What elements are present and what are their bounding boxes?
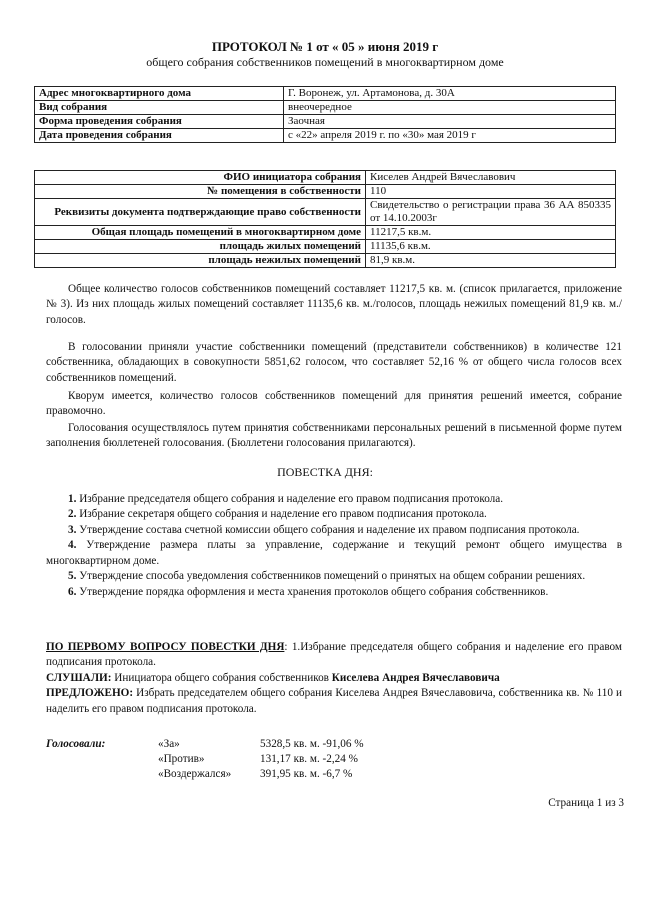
initiator-table — [34, 170, 616, 268]
paragraph-voting-method: Голосования осуществлялось путем принятия собственниками персональных решений в письменной форме путем заполнения бюллетеней голосования. (Бюллетени голосования прилагаются). — [46, 422, 622, 450]
agenda-item-number: 6. — [68, 585, 77, 598]
initiator-value: 81,9 кв.м. — [366, 254, 616, 268]
vote-value: 391,95 кв. м. -6,7 % — [260, 768, 353, 780]
initiator-key: Реквизиты документа подтверждающие право собственности — [35, 199, 366, 226]
agenda-item-text: Утверждение размера платы за управление, содержание и текущий ремонт общего имущества в многоквартирном доме. — [46, 539, 622, 567]
table-row — [35, 129, 616, 143]
agenda-item-text: Утверждение способа уведомления собственников помещений о принятых на общем собрании решениях. — [79, 570, 586, 583]
initiator-key: площадь нежилых помещений — [35, 254, 366, 268]
heard-label: СЛУШАЛИ: — [46, 671, 112, 684]
page-number: Страница 1 из 3 — [548, 797, 624, 809]
vote-value: 131,17 кв. м. -2,24 % — [260, 753, 358, 765]
initiator-value: 11135,6 кв.м. — [366, 240, 616, 254]
agenda-item — [46, 538, 622, 569]
agenda-item-number: 2. — [68, 508, 77, 521]
table-row — [35, 254, 616, 268]
info-key: Дата проведения собрания — [35, 129, 284, 143]
question-1-section — [46, 640, 622, 717]
initiator-key: Общая площадь помещений в многоквартирном доме — [35, 226, 366, 240]
table-row — [35, 185, 616, 199]
info-value: внеочередное — [284, 101, 616, 115]
meeting-info-table — [34, 86, 616, 143]
vote-option: «За» — [158, 738, 180, 750]
agenda-item-text: Избрание председателя общего собрания и наделение его правом подписания протокола. — [79, 493, 504, 505]
agenda-item-number: 1. — [68, 493, 77, 505]
agenda-item-number: 5. — [68, 570, 77, 583]
initiator-value: 110 — [366, 185, 616, 199]
table-row — [35, 171, 616, 185]
agenda-item-text: Избрание секретаря общего собрания и наделение его правом подписания протокола. — [79, 508, 487, 521]
heard-text: Инициатора общего собрания собственников — [111, 671, 332, 684]
vote-row — [158, 752, 458, 768]
paragraph-quorum: Кворум имеется, количество голосов собственников помещений для принятия решений имеется, собрание правомочно. — [46, 390, 622, 418]
question-1-heading: ПО ПЕРВОМУ ВОПРОСУ ПОВЕСТКИ ДНЯ — [46, 641, 285, 653]
agenda-item — [46, 523, 622, 538]
paragraph-votes-total: Общее количество голосов собственников помещений составляет 11217,5 кв. м. (список прилагается, приложение № 3). Из них площадь жилых помещений составляет 11135,6 кв. м./голосов, площадь нежилых помещений 81,9 кв. м./голосов. — [46, 283, 622, 326]
info-key: Адрес многоквартирного дома — [35, 87, 284, 101]
vote-value: 5328,5 кв. м. -91,06 % — [260, 738, 364, 750]
info-key: Форма проведения собрания — [35, 115, 284, 129]
agenda-item — [46, 492, 622, 507]
initiator-key: площадь жилых помещений — [35, 240, 366, 254]
protocol-subtitle: общего собрания собственников помещений в многоквартирном доме — [146, 55, 504, 69]
question-1-heading-line — [46, 640, 622, 671]
initiator-key: № помещения в собственности — [35, 185, 366, 199]
initiator-value: Свидетельство о регистрации права 36 АА 850335 от 14.10.2003г — [366, 199, 616, 226]
info-value: с «22» апреля 2019 г. по «30» мая 2019 г — [284, 129, 616, 143]
agenda-list — [46, 492, 622, 600]
proposed-line — [46, 686, 622, 717]
protocol-title: ПРОТОКОЛ № 1 от « 05 » июня 2019 г — [211, 39, 439, 54]
paragraph-participation: В голосовании приняли участие собственники помещений (представители собственников) в количестве 121 собственника, обладающих в совокупности 5851,62 голосом, что составляет 52,16 % от общего числа голосов всех собственников помещений. — [46, 341, 622, 384]
table-row — [35, 226, 616, 240]
question-1-heading-rest: : 1.Избрание председателя общего собрания и наделение его правом подписания протокола. — [46, 641, 622, 669]
agenda-item — [46, 569, 622, 584]
agenda-item-text: Утверждение порядка оформления и места хранения протоколов общего собрания собственников. — [79, 585, 549, 598]
table-row — [35, 87, 616, 101]
initiator-value: 11217,5 кв.м. — [366, 226, 616, 240]
heard-name: Киселева Андрея Вячеславовича — [331, 671, 500, 684]
vote-option: «Против» — [158, 753, 205, 765]
agenda-item — [46, 507, 622, 522]
info-key: Вид собрания — [35, 101, 284, 115]
proposed-text: Избрать председателем общего собрания Киселева Андрея Вячеславовича, собственника кв. № 110 и наделить его правом подписания протокола. — [46, 687, 622, 715]
vote-row — [158, 737, 458, 753]
agenda-item-number: 4. — [68, 539, 77, 552]
heard-line — [46, 671, 622, 686]
vote-row — [158, 767, 458, 783]
info-value: Заочная — [284, 115, 616, 129]
table-row — [35, 115, 616, 129]
initiator-key: ФИО инициатора собрания — [35, 171, 366, 185]
proposed-label: ПРЕДЛОЖЕНО: — [46, 687, 134, 700]
table-row — [35, 101, 616, 115]
agenda-item — [46, 585, 622, 600]
initiator-value: Киселев Андрей Вячеславович — [366, 171, 616, 185]
info-value: Г. Воронеж, ул. Артамонова, д. 30А — [284, 87, 616, 101]
votes-label: Голосовали: — [46, 738, 106, 750]
agenda-item-number: 3. — [68, 523, 77, 536]
agenda-item-text: Утверждение состава счетной комиссии общего собрания и наделение их правом подписания протокола. — [79, 523, 580, 536]
vote-option: «Воздержался» — [158, 768, 232, 780]
table-row — [35, 240, 616, 254]
agenda-title: ПОВЕСТКА ДНЯ: — [277, 465, 373, 479]
table-row — [35, 199, 616, 226]
